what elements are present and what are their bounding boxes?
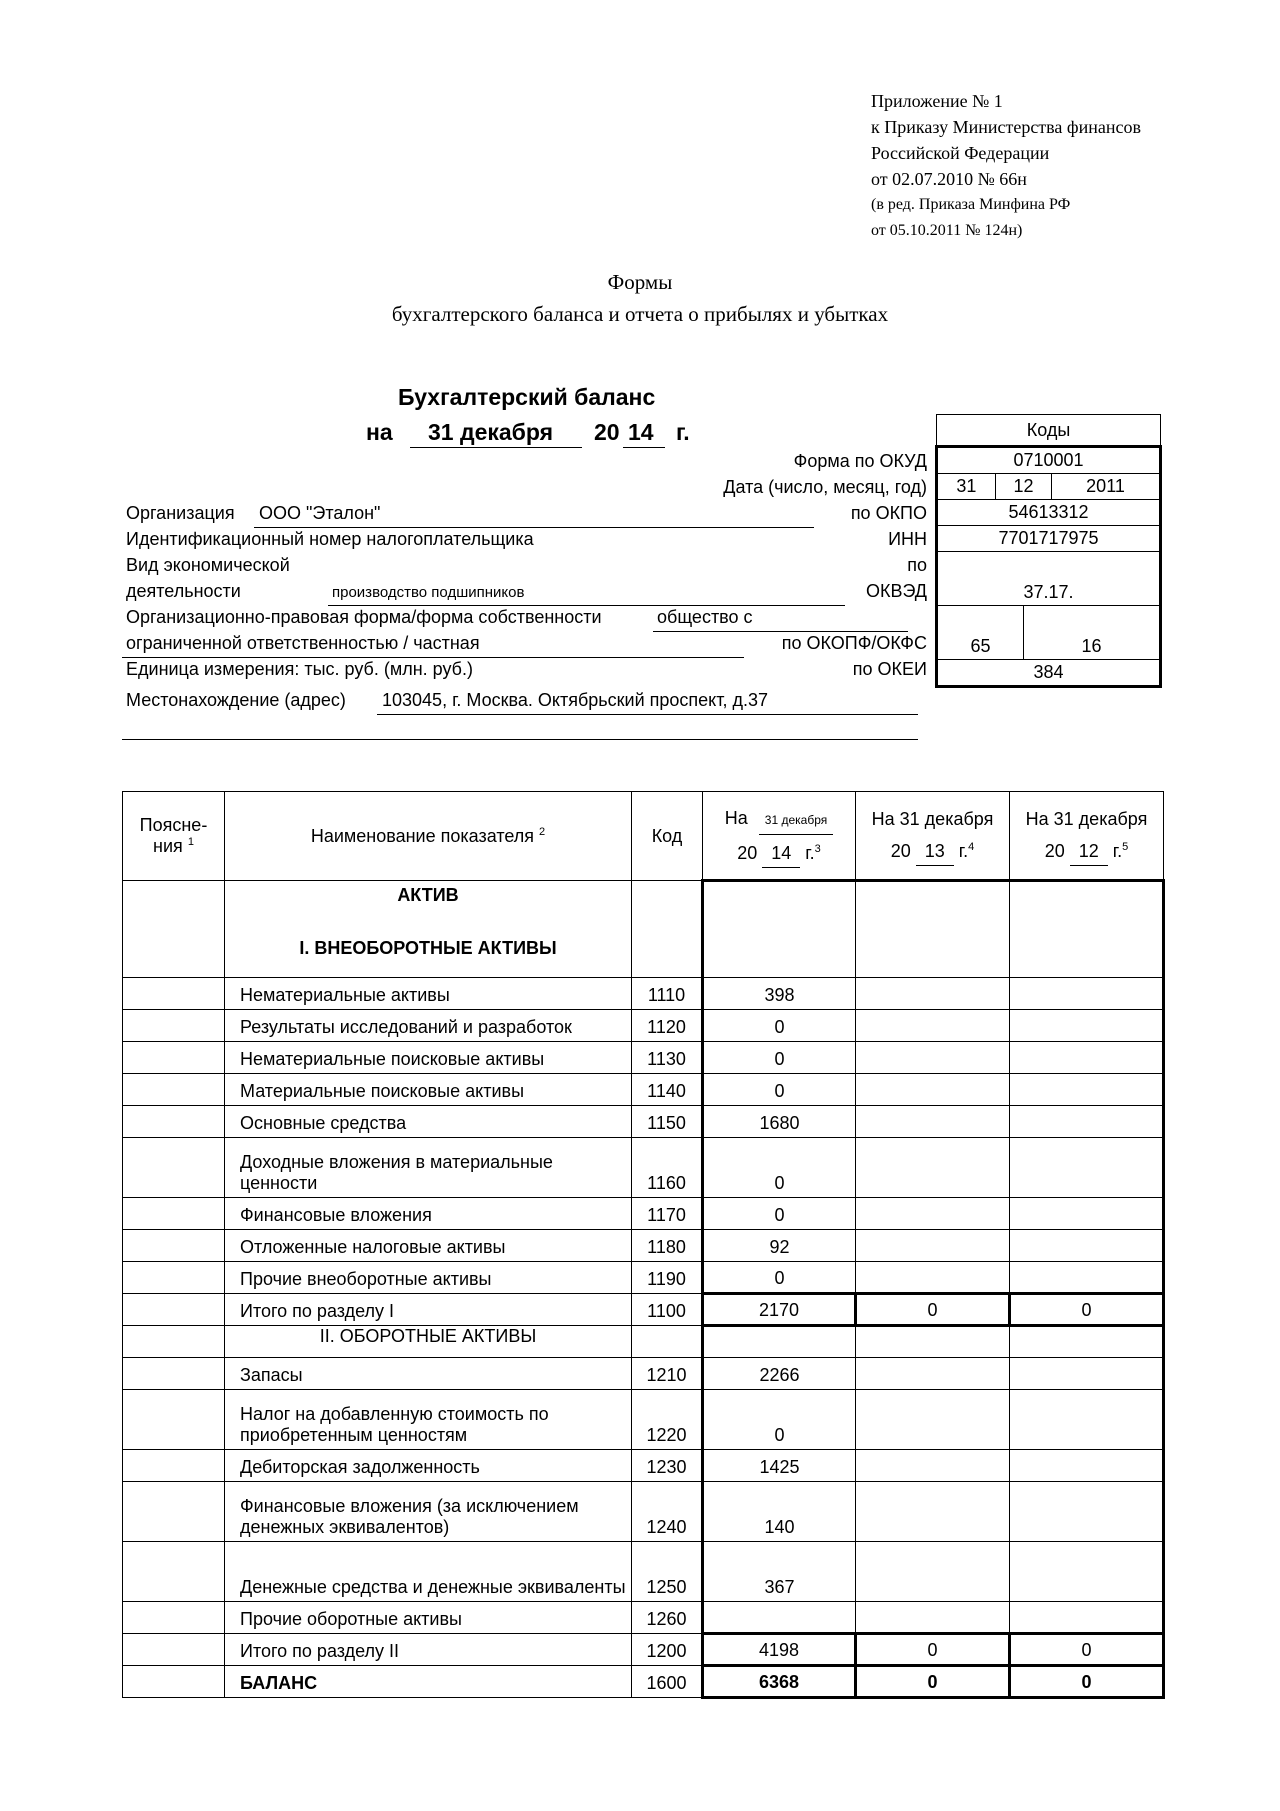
- row-value-prev2: [1010, 1042, 1164, 1074]
- inn-code-label: ИНН: [888, 529, 927, 549]
- code-cell: [632, 881, 703, 978]
- total-row: [123, 1294, 1164, 1326]
- table-row: [123, 1106, 1164, 1138]
- row-value-current: 140: [703, 1482, 856, 1542]
- row-code: 1200: [632, 1634, 703, 1666]
- footnote-ref: 4: [968, 841, 975, 853]
- row-value-prev2: [1010, 1138, 1164, 1198]
- row-value-prev2: [1010, 1198, 1164, 1230]
- row-name: БАЛАНС: [225, 1666, 632, 1698]
- row-value-prev2: [1010, 1074, 1164, 1106]
- row-name: Итого по разделу I: [225, 1294, 632, 1326]
- table-row: [123, 1138, 1164, 1198]
- header-col3-20: 20: [1044, 841, 1065, 861]
- date-month: 12: [995, 474, 1051, 500]
- row-name: Дебиторская задолженность: [225, 1450, 632, 1482]
- org-label: Организация: [126, 503, 235, 523]
- header-col2-year: 13: [916, 837, 954, 866]
- header-col2: [856, 792, 1010, 881]
- row-code: 1180: [632, 1230, 703, 1262]
- table-row: [123, 1482, 1164, 1542]
- okopf-code: 65: [937, 606, 1024, 660]
- activity-underline: [328, 605, 845, 606]
- value-cell: [1010, 1326, 1164, 1358]
- row-value-current: [703, 1602, 856, 1634]
- row-code: 1170: [632, 1198, 703, 1230]
- header-col2-g: г.: [958, 841, 969, 861]
- table-row: [123, 1358, 1164, 1390]
- row-value-prev: [856, 1198, 1010, 1230]
- table-row: [123, 881, 1164, 978]
- header-col1-20: 20: [737, 842, 758, 863]
- row-value-prev: [856, 1602, 1010, 1634]
- header-col3-year: 12: [1070, 837, 1108, 866]
- activity-label-2: деятельности: [126, 581, 241, 601]
- activity-label-1: Вид экономической: [126, 555, 290, 575]
- row-code: 1220: [632, 1390, 703, 1450]
- row-name: Нематериальные поисковые активы: [225, 1042, 632, 1074]
- row-code: 1210: [632, 1358, 703, 1390]
- note-cell: [123, 1542, 225, 1602]
- row-value-prev: [856, 978, 1010, 1010]
- table-row: [123, 978, 1164, 1010]
- row-value-prev2: 0: [1010, 1294, 1164, 1326]
- date-underline: [410, 447, 582, 448]
- legal-form-underline-2: [122, 657, 744, 658]
- header-note: [123, 792, 225, 881]
- note-cell: [123, 1294, 225, 1326]
- balance-on: на: [366, 419, 393, 445]
- total-row: [123, 1634, 1164, 1666]
- okud-code: 0710001: [937, 447, 1161, 474]
- code-cell: [632, 1326, 703, 1358]
- okved-label-1: по: [907, 555, 927, 575]
- note-cell: [123, 1042, 225, 1074]
- footnote-ref: 1: [187, 836, 194, 848]
- org-value: ООО "Эталон": [259, 503, 381, 523]
- forms-title: [0, 266, 1280, 330]
- section1-heading: I. ВНЕОБОРОТНЫЕ АКТИВЫ: [299, 938, 557, 958]
- aktiv-section-cell: [225, 881, 632, 978]
- row-value-prev: 0: [856, 1634, 1010, 1666]
- row-code: 1140: [632, 1074, 703, 1106]
- row-value-prev2: [1010, 1358, 1164, 1390]
- footnote-ref: 2: [539, 825, 546, 838]
- row-value-prev2: [1010, 1542, 1164, 1602]
- row-value-prev: [856, 1358, 1010, 1390]
- row-value-current: 1680: [703, 1106, 856, 1138]
- value-cell: [856, 881, 1010, 978]
- row-name: Прочие внеоборотные активы: [225, 1262, 632, 1294]
- year-underline: [623, 447, 665, 448]
- inn-code: 7701717975: [937, 526, 1161, 552]
- row-value-prev: [856, 1042, 1010, 1074]
- address-underline: [377, 714, 918, 715]
- row-value-current: 0: [703, 1138, 856, 1198]
- table-row: [123, 1010, 1164, 1042]
- row-name: Доходные вложения в материальные ценности: [225, 1138, 632, 1198]
- balance-year-suffix: г.: [676, 419, 690, 445]
- row-value-current: 4198: [703, 1634, 856, 1666]
- row-name: Нематериальные активы: [225, 978, 632, 1010]
- codes-table: [935, 414, 1162, 688]
- note-cell: [123, 1074, 225, 1106]
- row-value-prev: [856, 1010, 1010, 1042]
- header-note-line-1: Поясне-: [139, 815, 208, 835]
- row-code: 1130: [632, 1042, 703, 1074]
- row-value-prev2: [1010, 1106, 1164, 1138]
- row-name: Финансовые вложения: [225, 1198, 632, 1230]
- balance-title: Бухгалтерский баланс: [398, 384, 656, 410]
- row-code: 1160: [632, 1138, 703, 1198]
- okfs-code: 16: [1023, 606, 1160, 660]
- header-col1-date: 31 декабря: [759, 806, 833, 835]
- appendix-note: [871, 88, 1141, 244]
- address-underline-2: [122, 739, 918, 740]
- row-name: Отложенные налоговые активы: [225, 1230, 632, 1262]
- note-cell: [123, 881, 225, 978]
- row-value-current: 0: [703, 1042, 856, 1074]
- value-cell: [856, 1326, 1010, 1358]
- header-name: [225, 792, 632, 881]
- row-value-current: 2170: [703, 1294, 856, 1326]
- row-value-prev: [856, 1230, 1010, 1262]
- okpo-code: 54613312: [937, 500, 1161, 526]
- table-row: [123, 1230, 1164, 1262]
- table-row: [123, 1074, 1164, 1106]
- row-name: Основные средства: [225, 1106, 632, 1138]
- row-value-prev: 0: [856, 1666, 1010, 1698]
- row-value-prev2: [1010, 1230, 1164, 1262]
- row-value-current: 92: [703, 1230, 856, 1262]
- note-cell: [123, 1634, 225, 1666]
- note-cell: [123, 1262, 225, 1294]
- row-value-prev: [856, 1262, 1010, 1294]
- header-col2-20: 20: [890, 841, 911, 861]
- date-day: 31: [937, 474, 996, 500]
- appendix-line: (в ред. Приказа Минфина РФ: [871, 196, 1071, 213]
- okopf-label: по ОКОПФ/ОКФС: [781, 633, 927, 653]
- appendix-line: от 02.07.2010 № 66н: [871, 169, 1027, 189]
- note-cell: [123, 1602, 225, 1634]
- legal-form-underline-1: [653, 631, 908, 632]
- header-note-line-2: [123, 836, 224, 857]
- row-name: Денежные средства и денежные эквиваленты: [225, 1542, 632, 1602]
- okud-label: Форма по ОКУД: [793, 451, 927, 471]
- row-code: 1600: [632, 1666, 703, 1698]
- okei-code: 384: [937, 660, 1161, 687]
- address-value: 103045, г. Москва. Октябрьский проспект, д.37: [382, 690, 769, 710]
- row-code: 1120: [632, 1010, 703, 1042]
- appendix-line: Приложение № 1: [871, 91, 1003, 111]
- row-name: Итого по разделу II: [225, 1634, 632, 1666]
- row-value-prev: [856, 1106, 1010, 1138]
- row-name: Запасы: [225, 1358, 632, 1390]
- table-row: [123, 1602, 1164, 1634]
- header-col3: [1010, 792, 1164, 881]
- footnote-ref: 3: [814, 842, 821, 855]
- row-code: 1250: [632, 1542, 703, 1602]
- row-value-current: 0: [703, 1010, 856, 1042]
- table-row: [123, 1390, 1164, 1450]
- row-value-current: 1425: [703, 1450, 856, 1482]
- note-cell: [123, 1482, 225, 1542]
- row-value-current: 0: [703, 1262, 856, 1294]
- note-cell: [123, 1666, 225, 1698]
- row-value-prev2: [1010, 978, 1164, 1010]
- value-cell: [703, 1326, 856, 1358]
- header-col2-on: На 31 декабря: [871, 809, 994, 829]
- row-value-prev2: [1010, 1450, 1164, 1482]
- okei-label: по ОКЕИ: [852, 659, 927, 679]
- row-value-current: 0: [703, 1074, 856, 1106]
- row-code: 1240: [632, 1482, 703, 1542]
- table-row: [123, 1450, 1164, 1482]
- note-cell: [123, 1010, 225, 1042]
- balance-date: 31 декабря: [428, 419, 554, 445]
- balance-year: 14: [628, 419, 654, 445]
- table-header-row: [123, 792, 1164, 881]
- header-name-text: Наименование показателя: [310, 825, 535, 846]
- header-col1: [703, 792, 856, 881]
- row-value-current: 0: [703, 1390, 856, 1450]
- address-label: Местонахождение (адрес): [126, 690, 346, 710]
- balance-table: [122, 791, 1165, 1699]
- note-cell: [123, 1326, 225, 1358]
- row-name: Финансовые вложения (за исключением денежных эквивалентов): [225, 1482, 632, 1542]
- row-value-prev2: [1010, 1010, 1164, 1042]
- inn-label: Идентификационный номер налогоплательщика: [126, 529, 534, 549]
- note-cell: [123, 1106, 225, 1138]
- row-value-current: 0: [703, 1198, 856, 1230]
- value-cell: [1010, 881, 1164, 978]
- row-name: Налог на добавленную стоимость по приобретенным ценностям: [225, 1390, 632, 1450]
- row-value-prev: [856, 1542, 1010, 1602]
- appendix-line: к Приказу Министерства финансов: [871, 117, 1141, 137]
- section-row: [123, 1326, 1164, 1358]
- value-cell: [703, 881, 856, 978]
- row-value-prev2: [1010, 1262, 1164, 1294]
- date-label: Дата (число, месяц, год): [723, 477, 927, 497]
- note-cell: [123, 1358, 225, 1390]
- note-cell: [123, 1230, 225, 1262]
- row-name: Результаты исследований и разработок: [225, 1010, 632, 1042]
- row-code: 1150: [632, 1106, 703, 1138]
- row-value-current: 398: [703, 978, 856, 1010]
- aktiv-heading: АКТИВ: [397, 885, 459, 905]
- row-value-prev2: [1010, 1602, 1164, 1634]
- appendix-line: от 05.10.2011 № 124н): [871, 222, 1023, 239]
- header-col3-g: г.: [1112, 841, 1123, 861]
- okpo-label: по ОКПО: [850, 503, 927, 523]
- legal-form-label: Организационно-правовая форма/форма собственности: [126, 607, 602, 627]
- forms-title-line: бухгалтерского баланса и отчета о прибылях и убытках: [391, 302, 889, 326]
- unit-label: Единица измерения: тыс. руб. (млн. руб.): [126, 659, 473, 679]
- balance-row: [123, 1666, 1164, 1698]
- row-code: 1230: [632, 1450, 703, 1482]
- row-value-current: 367: [703, 1542, 856, 1602]
- org-underline: [254, 527, 814, 528]
- row-value-prev: [856, 1138, 1010, 1198]
- table-row: [123, 1542, 1164, 1602]
- row-value-prev2: 0: [1010, 1634, 1164, 1666]
- note-cell: [123, 1450, 225, 1482]
- date-year: 2011: [1052, 474, 1161, 500]
- okved-label-2: ОКВЭД: [865, 581, 927, 601]
- table-row: [123, 1042, 1164, 1074]
- row-code: 1190: [632, 1262, 703, 1294]
- footnote-ref: 5: [1122, 841, 1129, 853]
- header-col3-on: На 31 декабря: [1025, 809, 1148, 829]
- note-cell: [123, 1390, 225, 1450]
- header-note-text: ния: [153, 836, 183, 856]
- row-value-prev2: [1010, 1482, 1164, 1542]
- row-code: 1110: [632, 978, 703, 1010]
- header-code: Код: [632, 792, 703, 881]
- row-name: Прочие оборотные активы: [225, 1602, 632, 1634]
- table-row: [123, 1198, 1164, 1230]
- row-value-prev: [856, 1450, 1010, 1482]
- row-value-prev: [856, 1390, 1010, 1450]
- row-name: Материальные поисковые активы: [225, 1074, 632, 1106]
- appendix-line: Российской Федерации: [871, 143, 1050, 163]
- legal-form-value-1: общество с: [657, 607, 753, 627]
- note-cell: [123, 1138, 225, 1198]
- header-col1-year: 14: [762, 839, 800, 868]
- row-value-current: 6368: [703, 1666, 856, 1698]
- row-value-prev2: 0: [1010, 1666, 1164, 1698]
- section2-heading: II. ОБОРОТНЫЕ АКТИВЫ: [225, 1326, 632, 1358]
- row-value-current: 2266: [703, 1358, 856, 1390]
- balance-year-prefix: 20: [594, 419, 620, 445]
- row-code: 1260: [632, 1602, 703, 1634]
- row-value-prev: 0: [856, 1294, 1010, 1326]
- note-cell: [123, 1198, 225, 1230]
- legal-form-value-2: ограниченной ответственностью / частная: [126, 633, 480, 653]
- row-value-prev: [856, 1482, 1010, 1542]
- okved-code: 37.17.: [937, 552, 1161, 606]
- row-value-prev: [856, 1074, 1010, 1106]
- header-col1-on: На: [724, 807, 748, 828]
- row-code: 1100: [632, 1294, 703, 1326]
- row-value-prev2: [1010, 1390, 1164, 1450]
- note-cell: [123, 978, 225, 1010]
- table-row: [123, 1262, 1164, 1294]
- forms-title-line: Формы: [607, 270, 673, 294]
- header-col1-g: г.: [805, 842, 815, 863]
- activity-value: производство подшипников: [332, 584, 525, 601]
- codes-header: Коды: [937, 415, 1161, 447]
